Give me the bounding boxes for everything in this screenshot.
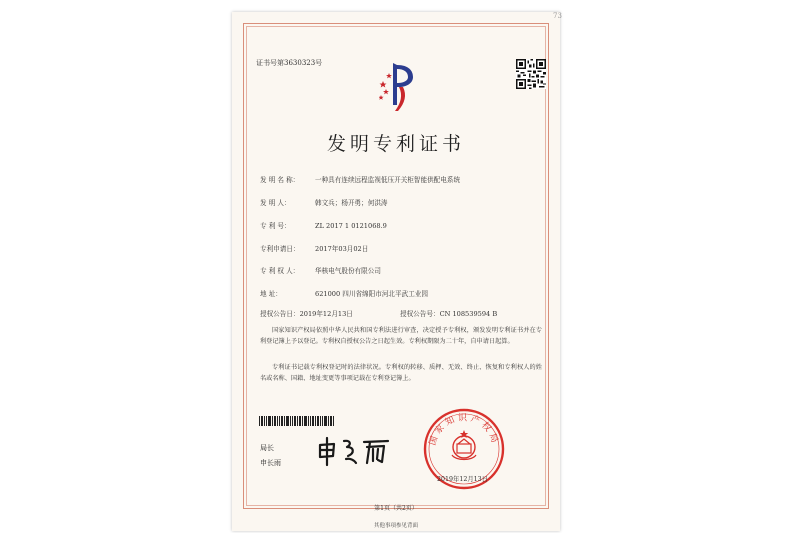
field-inventors: [260, 197, 388, 207]
field-label: 专利申请日：: [260, 245, 300, 253]
field-value: 一种具有连续远程监视低压开关柜智能供配电系统: [315, 176, 461, 184]
certificate-paper: [232, 12, 560, 531]
barcode-icon: [259, 416, 334, 426]
legal-status-note: 专利证书记载专利权登记时的法律状况。专利权的转移、质押、无效、终止、恢复和专利权人的姓名或名称、国籍、地址变更等事项记载在专利登记簿上。: [260, 364, 542, 382]
field-grant-date: [260, 308, 353, 318]
qr-code-icon: [516, 59, 546, 89]
director-title: 局长: [260, 444, 274, 452]
field-label: 地 址：: [260, 290, 282, 298]
edge-mark: 73: [553, 12, 562, 20]
seal-text: 国家知识产权局: [427, 413, 501, 447]
field-invention-name: [260, 174, 460, 184]
field-label: 授权公告号：: [400, 310, 440, 318]
director-name: 申长雨: [260, 459, 281, 467]
page-number: 第1页（共2页）: [374, 505, 418, 512]
certificate-number: 证书号第3630323号: [256, 59, 323, 67]
field-patentee: [260, 265, 381, 275]
field-label: 专 利 号：: [260, 222, 291, 230]
certificate-title: 发明专利证书: [326, 133, 465, 155]
field-value: CN 108539594 B: [439, 310, 498, 318]
cnipa-logo-icon: [379, 59, 419, 115]
field-label: 发 明 人：: [260, 199, 291, 207]
field-value: 2017年03月02日: [315, 245, 369, 253]
svg-text:国家知识产权局: [427, 411, 501, 446]
director-signature-icon: [314, 435, 394, 467]
field-label: 专 利 权 人：: [260, 267, 300, 275]
field-label: 发 明 名 称：: [260, 176, 300, 184]
field-application-date: [260, 243, 368, 253]
field-value: 2019年12月13日: [299, 310, 353, 318]
footnote: 其他事项参见背面: [373, 523, 418, 529]
grant-statement: 国家知识产权局依照中华人民共和国专利法进行审查，决定授予专利权，颁发发明专利证书并在专利登记簿上予以登记。专利权自授权公告之日起生效。专利权期限为二十年，自申请日起算。: [260, 327, 542, 345]
field-value: ZL 2017 1 0121068.9: [315, 222, 387, 230]
field-value: 621000 四川省绵阳市河北平武工业园: [315, 290, 428, 298]
field-value: 韩文兵；杨开勇；何洪涛: [315, 199, 388, 207]
field-value: 华核电气股份有限公司: [315, 267, 381, 275]
field-label: 授权公告日：: [260, 310, 300, 318]
field-grant-publication: [400, 308, 497, 318]
field-patent-number: [260, 220, 387, 230]
seal-date: 2019年12月13日: [437, 476, 488, 483]
field-address: [260, 288, 428, 298]
